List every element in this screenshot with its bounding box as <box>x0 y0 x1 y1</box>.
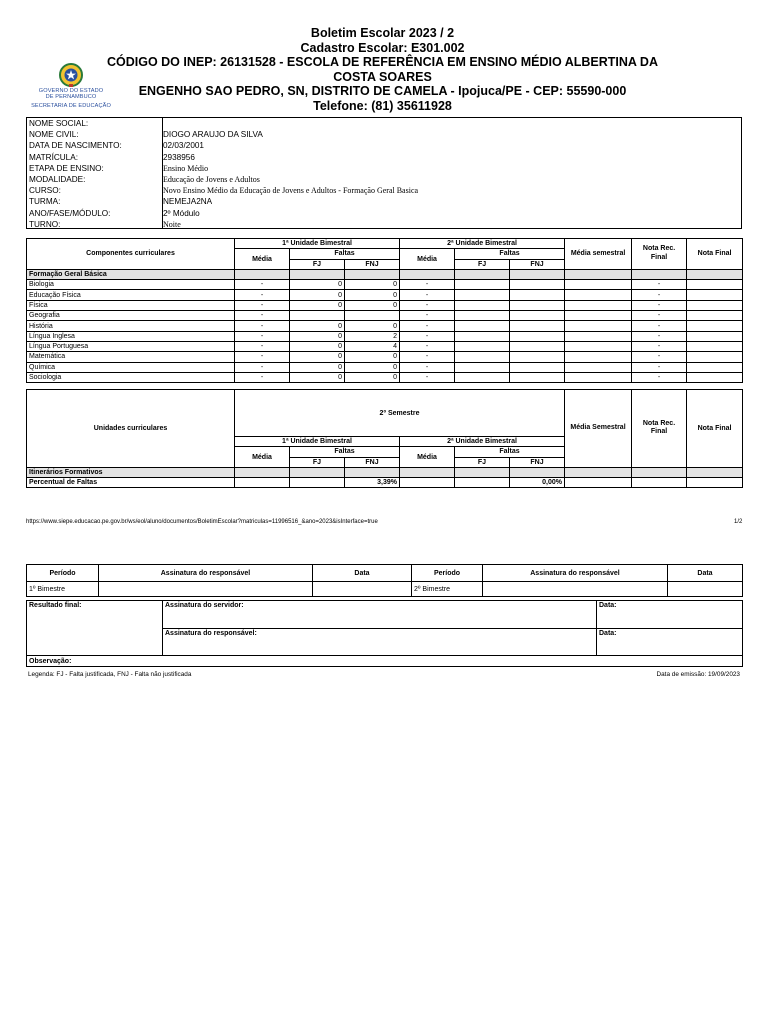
header-media-2b: Média <box>400 447 455 468</box>
assinatura-responsavel[interactable]: Assinatura do responsável: <box>163 628 597 656</box>
grade-cell-fnj2 <box>510 290 565 300</box>
table-row <box>27 311 743 321</box>
grade-cell-ms <box>565 372 632 382</box>
info-row-nome-civil <box>27 129 741 140</box>
units-table <box>26 389 743 488</box>
grade-cell-fnj2 <box>510 362 565 372</box>
grade-cell-fj1: 0 <box>290 362 345 372</box>
grade-cell-rec: - <box>632 280 687 290</box>
table-row <box>27 280 743 290</box>
grade-cell-fj1: 0 <box>290 290 345 300</box>
header-semestre: 2º Semestre <box>235 390 565 437</box>
grade-cell-fj1: 0 <box>290 352 345 362</box>
percentual-faltas-label: Percentual de Faltas <box>27 478 235 488</box>
result-table <box>26 600 743 667</box>
grade-cell-nf <box>687 280 743 290</box>
grade-cell-name: Química <box>27 362 235 372</box>
grade-cell-fj2 <box>455 362 510 372</box>
grade-cell-m2: - <box>400 362 455 372</box>
grade-cell-m1: - <box>235 300 290 310</box>
header-fnj-1: FNJ <box>345 259 400 269</box>
sig-data-1: Data <box>313 565 412 582</box>
grade-cell-fnj1: 0 <box>345 280 400 290</box>
grade-cell-fj2 <box>455 331 510 341</box>
grade-cell-m2: - <box>400 280 455 290</box>
header-faltas-1: Faltas <box>290 249 400 259</box>
grade-cell-fnj2 <box>510 331 565 341</box>
header-fnj-2: FNJ <box>510 259 565 269</box>
info-label: TURNO: <box>29 219 61 229</box>
grade-cell-m1: - <box>235 311 290 321</box>
sig-bimestre-2: 2º Bimestre <box>412 582 483 597</box>
sig-bimestre-1: 1º Bimestre <box>27 582 99 597</box>
grade-cell-fnj1: 4 <box>345 341 400 351</box>
header-fnj-2b: FNJ <box>510 457 565 467</box>
grade-cell-m1: - <box>235 280 290 290</box>
info-row-turma <box>27 196 741 207</box>
grade-cell-fnj1: 0 <box>345 300 400 310</box>
header-unit-1: 1ª Unidade Bimestral <box>235 239 400 249</box>
grade-cell-fj1: 0 <box>290 280 345 290</box>
header-nota-final-2: Nota Final <box>687 390 743 468</box>
grade-cell-fnj1 <box>345 311 400 321</box>
grade-cell-nf <box>687 300 743 310</box>
grade-cell-fj2 <box>455 321 510 331</box>
grade-cell-rec: - <box>632 321 687 331</box>
sig-periodo-1: Período <box>27 565 99 582</box>
header-nota-rec: Nota Rec. Final <box>632 239 687 270</box>
grade-cell-ms <box>565 331 632 341</box>
student-info-box <box>26 117 742 229</box>
grade-cell-m2: - <box>400 311 455 321</box>
legend: Legenda: FJ - Falta justificada, FNJ - Falta não justificada <box>28 671 192 678</box>
info-value: Novo Ensino Médio da Educação de Jovens e Adultos - Formação Geral Basica <box>163 186 419 196</box>
signature-table <box>26 564 743 597</box>
grade-cell-rec: - <box>632 311 687 321</box>
logo-text-3: SECRETARIA DE EDUCAÇÃO <box>31 102 111 109</box>
header-unidades: Unidades curriculares <box>27 390 235 468</box>
info-value: NEMEJA2NA <box>163 197 213 207</box>
grade-cell-nf <box>687 352 743 362</box>
grade-cell-rec: - <box>632 352 687 362</box>
info-row-nascimento <box>27 140 741 151</box>
logo-text-2: DE PERNAMBUCO <box>45 94 97 101</box>
info-row-modalidade <box>27 174 741 185</box>
grade-cell-name: Física <box>27 300 235 310</box>
grade-cell-fj1: 0 <box>290 321 345 331</box>
grade-cell-name: Sociologia <box>27 372 235 382</box>
grade-cell-fnj1: 0 <box>345 372 400 382</box>
info-label: ANO/FASE/MÓDULO: <box>29 208 111 218</box>
header-fj-2b: FJ <box>455 457 510 467</box>
school-name-line-1: CÓDIGO DO INEP: 26131528 - ESCOLA DE REFERÊNCIA EM ENSINO MÉDIO ALBERTINA DA <box>106 55 658 69</box>
grade-cell-name: História <box>27 321 235 331</box>
table-row <box>27 352 743 362</box>
table-row <box>27 331 743 341</box>
grade-cell-m1: - <box>235 321 290 331</box>
grade-cell-fnj2 <box>510 311 565 321</box>
percentual-unit-1: 3,39% <box>345 478 400 488</box>
school-address: ENGENHO SAO PEDRO, SN, DISTRITO DE CAMELA - Ipojuca/PE - CEP: 55590-000 <box>138 84 627 98</box>
grade-cell-nf <box>687 341 743 351</box>
header-nota-final: Nota Final <box>687 239 743 270</box>
grade-cell-fj2 <box>455 300 510 310</box>
document-url: https://www.siepe.educacao.pe.gov.br/ws/eol/aluno/documentos/BoletimEscolar?matriculas=11996516_&ano=2023&isInterface=true <box>26 519 378 525</box>
grade-cell-fj2 <box>455 311 510 321</box>
report-title: Boletim Escolar 2023 / 2 <box>310 26 455 40</box>
grade-cell-fj1: 0 <box>290 372 345 382</box>
percentual-unit-2: 0,00% <box>510 478 565 488</box>
grade-cell-m1: - <box>235 372 290 382</box>
grade-cell-ms <box>565 311 632 321</box>
state-coat-of-arms-icon <box>58 62 84 88</box>
grade-cell-fj2 <box>455 372 510 382</box>
header-fnj-1b: FNJ <box>345 457 400 467</box>
grade-cell-ms <box>565 352 632 362</box>
grade-cell-name: Geografia <box>27 311 235 321</box>
grade-cell-fnj2 <box>510 341 565 351</box>
grade-cell-rec: - <box>632 331 687 341</box>
header-faltas-2: Faltas <box>455 249 565 259</box>
grade-cell-fj2 <box>455 341 510 351</box>
header-media-1b: Média <box>235 447 290 468</box>
info-row-turno <box>27 219 741 230</box>
info-label: NOME CIVIL: <box>29 130 79 140</box>
sig-field[interactable] <box>483 582 668 597</box>
info-value: Educação de Jovens e Adultos <box>163 175 260 184</box>
observacao[interactable]: Observação: <box>27 656 743 667</box>
grade-cell-fnj2 <box>510 300 565 310</box>
grade-cell-m2: - <box>400 341 455 351</box>
grade-cell-fnj2 <box>510 352 565 362</box>
grade-cell-m1: - <box>235 362 290 372</box>
grade-cell-ms <box>565 321 632 331</box>
school-phone: Telefone: (81) 35611928 <box>313 98 452 113</box>
grade-cell-name: Educação Física <box>27 290 235 300</box>
info-row-etapa <box>27 163 741 174</box>
grade-cell-fj2 <box>455 352 510 362</box>
table-row <box>27 321 743 331</box>
table-row <box>27 300 743 310</box>
grade-cell-m2: - <box>400 300 455 310</box>
info-label: MODALIDADE: <box>29 175 86 184</box>
header-media-semestral-2: Média Semestral <box>565 390 632 468</box>
resultado-final: Resultado final: <box>27 601 163 656</box>
header-faltas-2b: Faltas <box>455 447 565 457</box>
section-formacao-geral: Formação Geral Básica <box>27 269 235 279</box>
assinatura-servidor[interactable]: Assinatura do servidor: <box>163 601 597 629</box>
grade-cell-fj1: 0 <box>290 341 345 351</box>
page-number: 1/2 <box>734 519 743 525</box>
grade-cell-nf <box>687 311 743 321</box>
grade-cell-fnj1: 0 <box>345 321 400 331</box>
header-fj-1: FJ <box>290 259 345 269</box>
data-servidor[interactable]: Data: <box>597 601 743 629</box>
grade-cell-name: Língua Portuguesa <box>27 341 235 351</box>
grade-cell-m1: - <box>235 341 290 351</box>
grade-cell-ms <box>565 280 632 290</box>
grade-cell-nf <box>687 372 743 382</box>
grade-cell-nf <box>687 362 743 372</box>
header-media-semestral: Média semestral <box>565 239 632 270</box>
grade-cell-name: Matemática <box>27 352 235 362</box>
header-unit-2: 2ª Unidade Bimestral <box>400 239 565 249</box>
info-value: Ensino Médio <box>163 163 209 173</box>
grade-cell-rec: - <box>632 372 687 382</box>
sig-assinatura-2: Assinatura do responsável <box>483 565 668 582</box>
grade-cell-rec: - <box>632 300 687 310</box>
logo-text-1: GOVERNO DO ESTADO <box>38 88 104 94</box>
grade-cell-name: Biologia <box>27 280 235 290</box>
header-media-2: Média <box>400 249 455 270</box>
grade-cell-m1: - <box>235 352 290 362</box>
section-itinerarios: Itinerários Formativos <box>27 467 235 477</box>
grade-cell-ms <box>565 362 632 372</box>
info-label: NOME SOCIAL: <box>29 119 89 128</box>
info-row-ano <box>27 208 741 219</box>
info-label: ETAPA DE ENSINO: <box>29 163 104 173</box>
school-registry: Cadastro Escolar: E301.002 <box>300 40 465 55</box>
grade-cell-fnj1: 0 <box>345 352 400 362</box>
grade-cell-ms <box>565 341 632 351</box>
grade-cell-fnj1: 0 <box>345 362 400 372</box>
table-row <box>27 341 743 351</box>
school-name-line-2: COSTA SOARES <box>333 69 432 84</box>
header-media-1: Média <box>235 249 290 270</box>
info-label: TURMA: <box>29 197 61 207</box>
grade-cell-m1: - <box>235 290 290 300</box>
sig-data-2: Data <box>668 565 743 582</box>
grade-cell-m1: - <box>235 331 290 341</box>
info-value: 2º Módulo <box>163 208 200 218</box>
info-row-matricula <box>27 152 741 163</box>
grade-cell-fj1 <box>290 311 345 321</box>
grade-cell-m2: - <box>400 352 455 362</box>
grade-cell-ms <box>565 300 632 310</box>
grade-cell-nf <box>687 321 743 331</box>
info-row-curso <box>27 185 741 196</box>
info-value: 02/03/2001 <box>163 141 204 151</box>
grade-cell-m2: - <box>400 290 455 300</box>
info-value: DIOGO ARAUJO DA SILVA <box>163 130 263 140</box>
grade-cell-fnj1: 0 <box>345 290 400 300</box>
grade-cell-nf <box>687 331 743 341</box>
grade-cell-fj2 <box>455 280 510 290</box>
sig-field[interactable] <box>668 582 743 597</box>
info-label: CURSO: <box>29 186 61 196</box>
table-row <box>27 290 743 300</box>
info-value: 2938956 <box>163 152 195 162</box>
sig-field[interactable] <box>99 582 313 597</box>
info-value: Noite <box>163 219 181 229</box>
grade-cell-fj2 <box>455 290 510 300</box>
data-responsavel[interactable]: Data: <box>597 628 743 656</box>
info-label: DATA DE NASCIMENTO: <box>29 141 122 151</box>
info-row-nome-social <box>27 118 741 129</box>
sig-assinatura-1: Assinatura do responsável <box>99 565 313 582</box>
header-unit-2b: 2ª Unidade Bimestral <box>400 437 565 447</box>
grades-table <box>26 238 743 383</box>
grade-cell-rec: - <box>632 290 687 300</box>
info-label: MATRÍCULA: <box>29 152 78 162</box>
table-row <box>27 372 743 382</box>
header-componentes: Componentes curriculares <box>27 239 235 270</box>
table-row <box>27 362 743 372</box>
header-fj-2: FJ <box>455 259 510 269</box>
grade-cell-m2: - <box>400 331 455 341</box>
grade-cell-rec: - <box>632 362 687 372</box>
grade-cell-fnj2 <box>510 280 565 290</box>
sig-periodo-2: Período <box>412 565 483 582</box>
grade-cell-name: Língua Inglesa <box>27 331 235 341</box>
grade-cell-rec: - <box>632 341 687 351</box>
emission-date: Data de emissão: 19/09/2023 <box>656 671 740 678</box>
grade-cell-ms <box>565 290 632 300</box>
grade-cell-fnj2 <box>510 372 565 382</box>
grade-cell-fj1: 0 <box>290 300 345 310</box>
grade-cell-m2: - <box>400 372 455 382</box>
grade-cell-m2: - <box>400 321 455 331</box>
header-unit-1b: 1ª Unidade Bimestral <box>235 437 400 447</box>
grade-cell-fj1: 0 <box>290 331 345 341</box>
grade-cell-nf <box>687 290 743 300</box>
grade-cell-fnj1: 2 <box>345 331 400 341</box>
grade-cell-fnj2 <box>510 321 565 331</box>
header-nota-rec-2: Nota Rec. Final <box>632 390 687 468</box>
header-faltas-1b: Faltas <box>290 447 400 457</box>
sig-field[interactable] <box>313 582 412 597</box>
header-fj-1b: FJ <box>290 457 345 467</box>
